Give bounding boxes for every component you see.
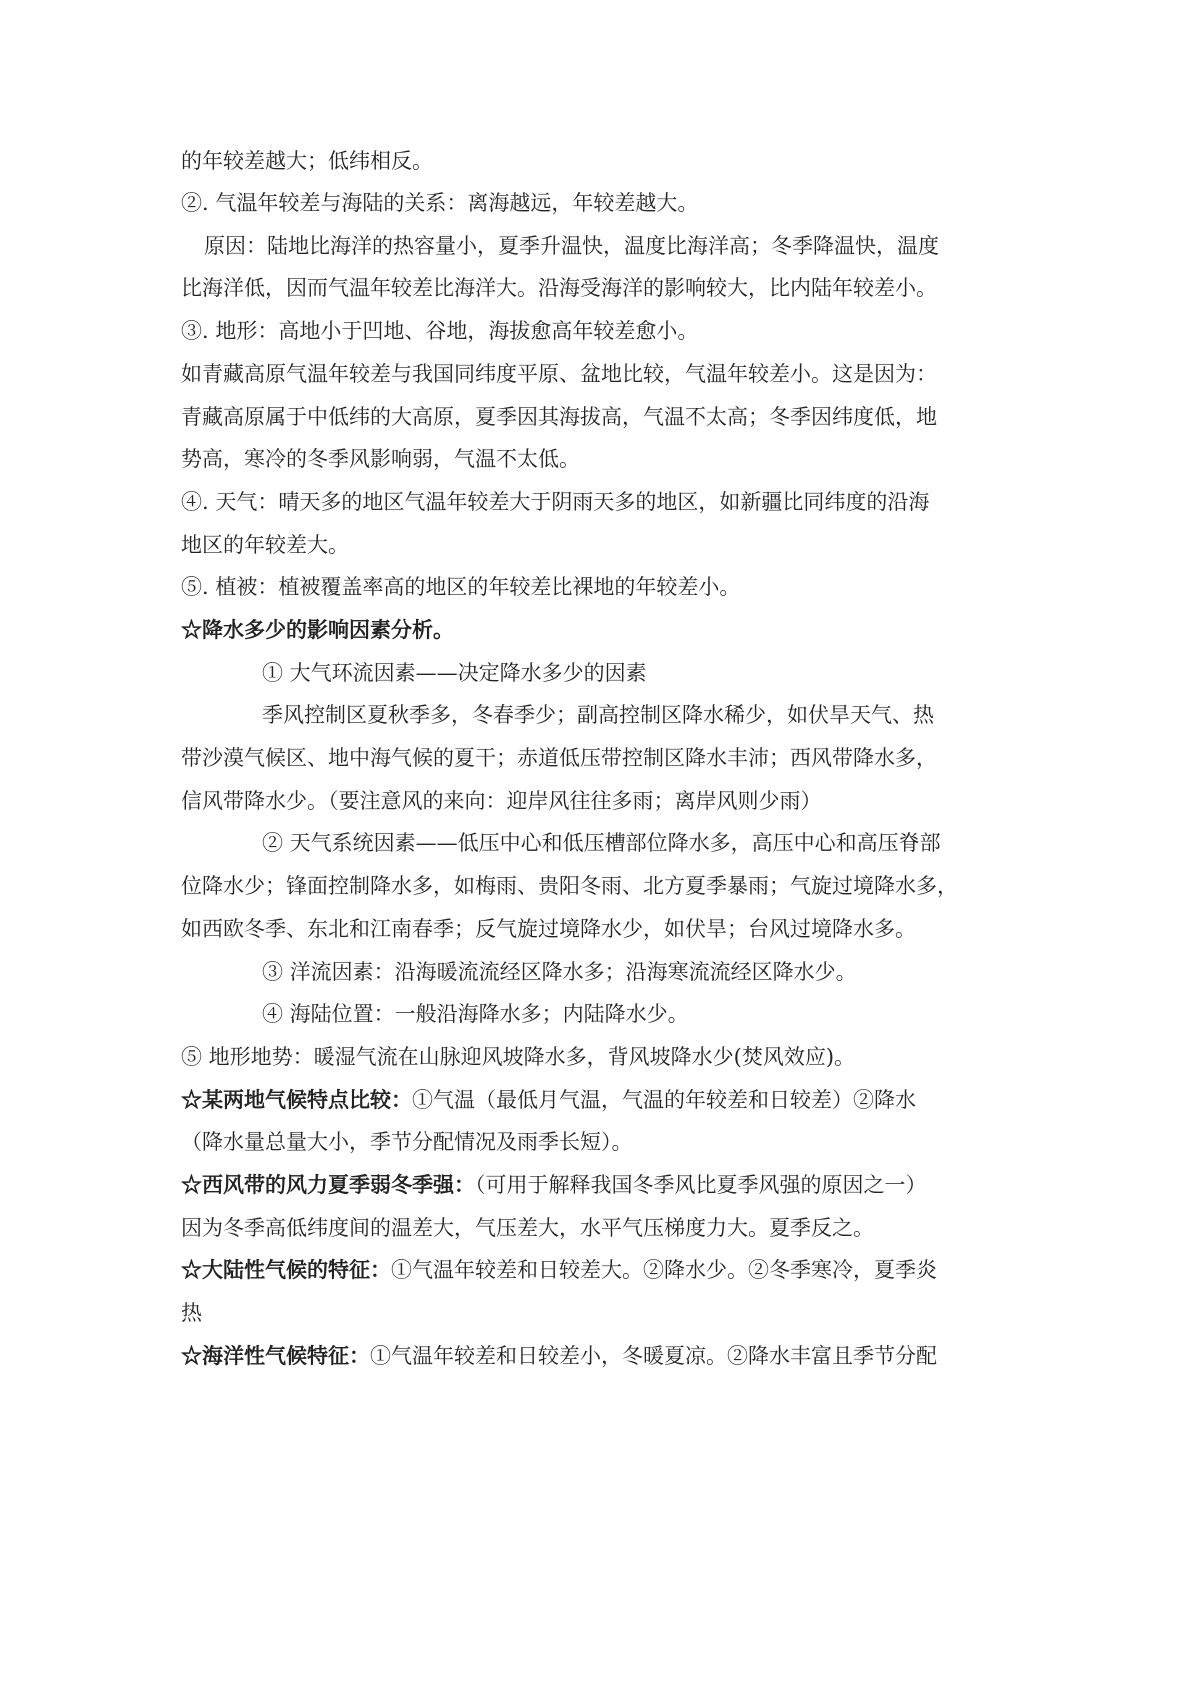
paragraph-line (181, 1167, 1041, 1203)
paragraph-line: 的年较差越大；低纬相反。 (181, 149, 433, 173)
section-heading: ☆海洋性气候特征： (181, 1343, 370, 1368)
paragraph-line: 带沙漠气候区、地中海气候的夏干；赤道低压带控制区降水丰沛；西风带降水多， (181, 746, 937, 770)
paragraph-line: （降水量总量大小，季节分配情况及雨季长短）。 (181, 1130, 633, 1154)
paragraph-line: 季风控制区夏秋季多，冬春季少；副高控制区降水稀少，如伏旱天气、热 (262, 703, 934, 727)
paragraph-line: 势高，寒冷的冬季风影响弱，气温不太低。 (181, 447, 580, 471)
paragraph-line: 信风带降水少。（要注意风的来向：迎岸风往往多雨；离岸风则少雨） (181, 789, 822, 813)
paragraph-line: ⑤ 地形地势：暖湿气流在山脉迎风坡降水多，背风坡降水少(焚风效应)。 (181, 1045, 856, 1069)
section-heading: ☆西风带的风力夏季弱冬季强： (181, 1172, 475, 1197)
heading-detail: ①气温年较差和日较差大。②降水少。②冬季寒冷，夏季炎 (391, 1258, 937, 1282)
paragraph-line (181, 1252, 1041, 1288)
paragraph-line: ⑤. 植被：植被覆盖率高的地区的年较差比裸地的年较差小。 (181, 575, 741, 599)
paragraph-line: 如青藏高原气温年较差与我国同纬度平原、盆地比较，气温年较差小。这是因为： (181, 362, 937, 386)
paragraph-line: 青藏高原属于中低纬的大高原，夏季因其海拔高，气温不太高；冬季因纬度低，地 (181, 405, 937, 429)
paragraph-line: 热 (181, 1301, 202, 1325)
paragraph-line: ③ 洋流因素：沿海暖流流经区降水多；沿海寒流流经区降水少。 (262, 960, 857, 984)
heading-detail: ①气温（最低月气温，气温的年较差和日较差）②降水 (412, 1088, 916, 1112)
paragraph-line: 原因：陆地比海洋的热容量小，夏季升温快，温度比海洋高；冬季降温快，温度 (204, 234, 939, 258)
heading-detail: ①气温年较差和日较差小，冬暖夏凉。②降水丰富且季节分配 (370, 1344, 937, 1368)
section-heading: ☆降水多少的影响因素分析。 (181, 617, 454, 642)
paragraph-line: 比海洋低，因而气温年较差比海洋大。沿海受海洋的影响较大，比内陆年较差小。 (181, 276, 937, 300)
paragraph-line: ③. 地形：高地小于凹地、谷地，海拔愈高年较差愈小。 (181, 319, 699, 343)
paragraph-line: ④. 天气：晴天多的地区气温年较差大于阴雨天多的地区，如新疆比同纬度的沿海 (181, 490, 930, 514)
section-heading: ☆大陆性气候的特征： (181, 1257, 391, 1282)
paragraph-line (181, 1082, 1041, 1118)
paragraph-line: ① 大气环流因素——决定降水多少的因素 (262, 661, 647, 685)
paragraph-line: ④ 海陆位置：一般沿海降水多；内陆降水少。 (262, 1002, 689, 1026)
heading-detail: （可用于解释我国冬季风比夏季风强的原因之一） (475, 1173, 927, 1197)
paragraph-line: 位降水少；锋面控制降水多，如梅雨、贵阳冬雨、北方夏季暴雨；气旋过境降水多， (181, 874, 958, 898)
paragraph-line (181, 1338, 1041, 1374)
paragraph-line: ② 天气系统因素——低压中心和低压槽部位降水多，高压中心和高压脊部 (262, 831, 941, 855)
section-heading: ☆某两地气候特点比较： (181, 1087, 412, 1112)
paragraph-line: 因为冬季高低纬度间的温差大，气压差大，水平气压梯度力大。夏季反之。 (181, 1216, 874, 1240)
paragraph-line: ②. 气温年较差与海陆的关系：离海越远，年较差越大。 (181, 191, 699, 215)
paragraph-line: 如西欧冬季、东北和江南春季；反气旋过境降水少，如伏旱；台风过境降水多。 (181, 917, 916, 941)
paragraph-line: 地区的年较差大。 (181, 533, 349, 557)
